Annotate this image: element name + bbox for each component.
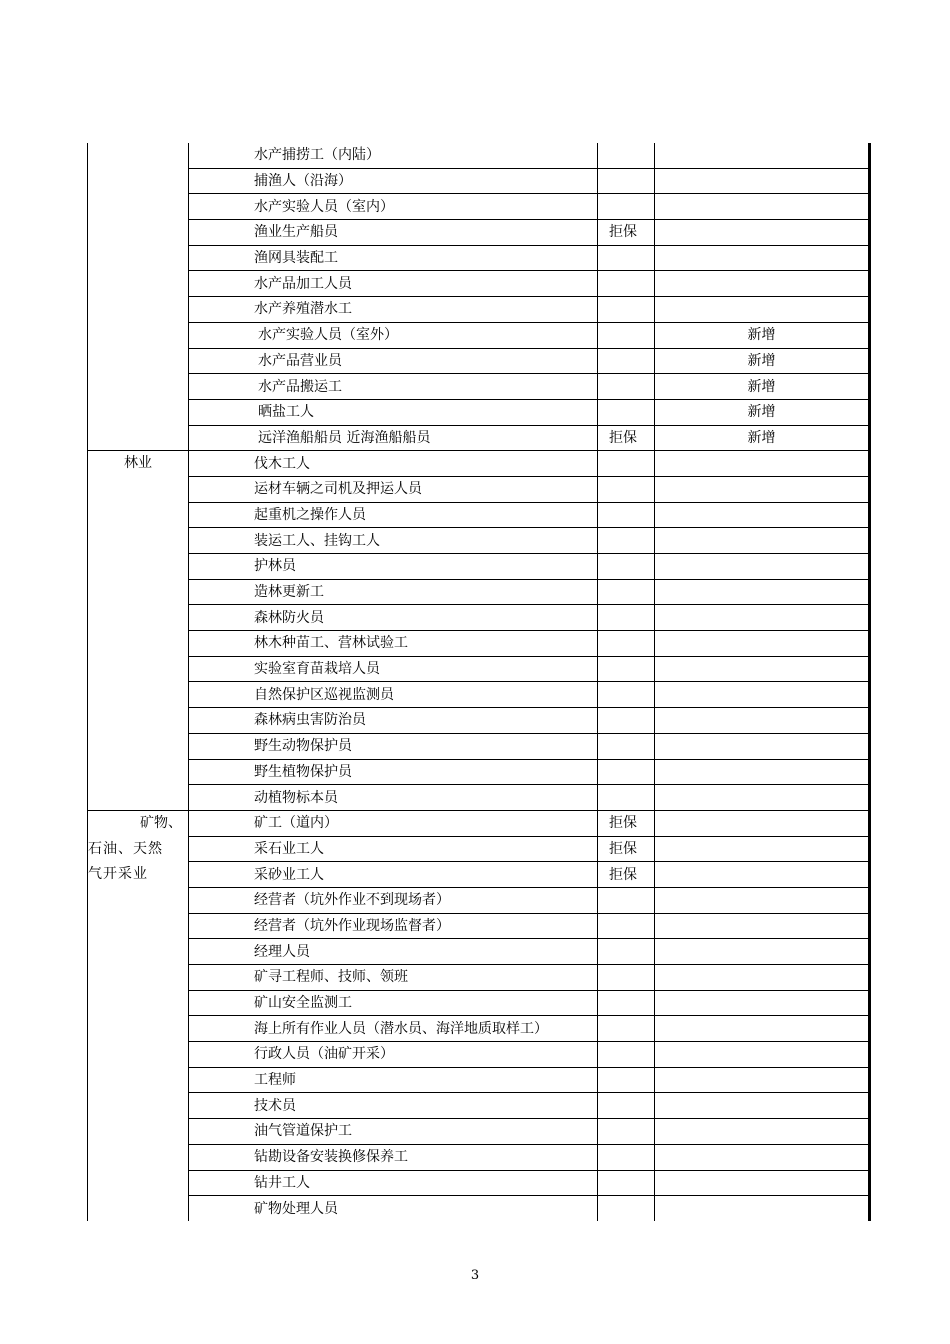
table-row — [88, 399, 870, 425]
table-row — [88, 1093, 870, 1119]
remark-cell — [655, 605, 870, 631]
note-cell — [598, 1042, 655, 1068]
remark-cell — [655, 528, 870, 554]
remark-cell — [655, 194, 870, 220]
remark-cell — [655, 887, 870, 913]
occupation-cell: 造林更新工 — [189, 579, 598, 605]
note-cell — [598, 451, 655, 477]
occupation-cell: 水产养殖潜水工 — [189, 297, 598, 323]
remark-cell — [655, 836, 870, 862]
note-cell: 拒保 — [598, 862, 655, 888]
note-cell — [598, 143, 655, 168]
note-cell — [598, 605, 655, 631]
remark-cell — [655, 1093, 870, 1119]
occupation-cell: 水产品搬运工 — [189, 374, 598, 400]
table-row — [88, 528, 870, 554]
table-row — [88, 1196, 870, 1221]
remark-cell: 新增 — [655, 322, 870, 348]
table-row — [88, 1170, 870, 1196]
note-cell — [598, 271, 655, 297]
note-cell — [598, 1170, 655, 1196]
occupation-cell: 森林病虫害防治员 — [189, 708, 598, 734]
occupation-cell: 工程师 — [189, 1067, 598, 1093]
remark-cell — [655, 271, 870, 297]
occupation-cell: 野生植物保护员 — [189, 759, 598, 785]
occupation-cell: 起重机之操作人员 — [189, 502, 598, 528]
occupation-cell: 技术员 — [189, 1093, 598, 1119]
table-row — [88, 631, 870, 657]
remark-cell — [655, 451, 870, 477]
occupation-cell: 经营者（坑外作业现场监督者） — [189, 913, 598, 939]
remark-cell — [655, 939, 870, 965]
remark-cell — [655, 220, 870, 246]
note-cell — [598, 965, 655, 991]
occupation-cell: 矿寻工程师、技师、领班 — [189, 965, 598, 991]
occupation-cell: 护林员 — [189, 554, 598, 580]
table-row — [88, 965, 870, 991]
remark-cell — [655, 1119, 870, 1145]
occupation-cell: 渔业生产船员 — [189, 220, 598, 246]
note-cell — [598, 322, 655, 348]
table-row — [88, 1067, 870, 1093]
category-cell-forestry: 林业 — [88, 451, 189, 811]
table-row — [88, 579, 870, 605]
remark-cell — [655, 168, 870, 194]
occupation-cell: 采石业工人 — [189, 836, 598, 862]
table-row — [88, 168, 870, 194]
table-row — [88, 297, 870, 323]
remark-cell — [655, 1067, 870, 1093]
note-cell — [598, 502, 655, 528]
remark-cell — [655, 1016, 870, 1042]
table-row — [88, 554, 870, 580]
occupation-cell: 油气管道保护工 — [189, 1119, 598, 1145]
note-cell — [598, 887, 655, 913]
table-row — [88, 605, 870, 631]
note-cell: 拒保 — [598, 220, 655, 246]
remark-cell — [655, 502, 870, 528]
note-cell — [598, 913, 655, 939]
occupation-cell: 海上所有作业人员（潜水员、海洋地质取样工） — [189, 1016, 598, 1042]
remark-cell — [655, 554, 870, 580]
table-row — [88, 322, 870, 348]
table-row — [88, 913, 870, 939]
occupation-cell: 经营者（坑外作业不到现场者） — [189, 887, 598, 913]
note-cell — [598, 399, 655, 425]
remark-cell — [655, 1196, 870, 1221]
occupation-cell: 采砂业工人 — [189, 862, 598, 888]
table-row — [88, 425, 870, 451]
remark-cell — [655, 476, 870, 502]
table-row — [88, 271, 870, 297]
note-cell: 拒保 — [598, 810, 655, 836]
occupation-cell: 钻勘设备安装换修保养工 — [189, 1144, 598, 1170]
occupation-cell: 水产实验人员（室外） — [189, 322, 598, 348]
note-cell — [598, 1016, 655, 1042]
remark-cell — [655, 579, 870, 605]
occupation-cell: 森林防火员 — [189, 605, 598, 631]
note-cell — [598, 245, 655, 271]
remark-cell — [655, 143, 870, 168]
occupation-cell: 实验室育苗栽培人员 — [189, 656, 598, 682]
table-row — [88, 887, 870, 913]
table-row — [88, 939, 870, 965]
page-number: 3 — [470, 1268, 480, 1283]
remark-cell — [655, 990, 870, 1016]
occupation-cell: 林木种苗工、营林试验工 — [189, 631, 598, 657]
note-cell — [598, 1067, 655, 1093]
remark-cell — [655, 682, 870, 708]
occupation-table-body — [88, 143, 870, 1221]
note-cell — [598, 1119, 655, 1145]
note-cell — [598, 554, 655, 580]
table-row — [88, 502, 870, 528]
remark-cell — [655, 656, 870, 682]
occupation-cell: 矿工（道内） — [189, 810, 598, 836]
occupation-cell: 远洋渔船船员 近海渔船船员 — [189, 425, 598, 451]
occupation-cell: 矿物处理人员 — [189, 1196, 598, 1221]
note-cell — [598, 194, 655, 220]
table-row — [88, 1016, 870, 1042]
note-cell: 拒保 — [598, 836, 655, 862]
occupation-cell: 捕渔人（沿海） — [189, 168, 598, 194]
occupation-cell: 渔网具装配工 — [189, 245, 598, 271]
occupation-cell: 装运工人、挂钩工人 — [189, 528, 598, 554]
occupation-cell: 动植物标本员 — [189, 785, 598, 811]
remark-cell — [655, 862, 870, 888]
occupation-cell: 钻井工人 — [189, 1170, 598, 1196]
table-row — [88, 759, 870, 785]
table-row — [88, 476, 870, 502]
occupation-cell: 伐木工人 — [189, 451, 598, 477]
table-row — [88, 708, 870, 734]
occupation-cell: 野生动物保护员 — [189, 733, 598, 759]
category-label-line1: 矿物、 — [140, 814, 182, 831]
note-cell — [598, 733, 655, 759]
table-row — [88, 451, 870, 477]
table-row — [88, 348, 870, 374]
note-cell — [598, 759, 655, 785]
remark-cell — [655, 1042, 870, 1068]
occupation-cell: 自然保护区巡视监测员 — [189, 682, 598, 708]
table-row — [88, 220, 870, 246]
note-cell — [598, 708, 655, 734]
table-row — [88, 1144, 870, 1170]
remark-cell: 新增 — [655, 399, 870, 425]
occupation-cell: 运材车辆之司机及押运人员 — [189, 476, 598, 502]
remark-cell — [655, 1144, 870, 1170]
occupation-cell: 行政人员（油矿开采） — [189, 1042, 598, 1068]
remark-cell — [655, 965, 870, 991]
table-row — [88, 733, 870, 759]
category-cell-mining — [88, 810, 189, 1221]
note-cell — [598, 939, 655, 965]
note-cell — [598, 348, 655, 374]
occupation-cell: 水产捕捞工（内陆） — [189, 143, 598, 168]
note-cell — [598, 682, 655, 708]
table-row — [88, 1042, 870, 1068]
occupation-cell: 经理人员 — [189, 939, 598, 965]
table-row — [88, 374, 870, 400]
table-row — [88, 785, 870, 811]
table-row — [88, 836, 870, 862]
remark-cell — [655, 759, 870, 785]
remark-cell — [655, 785, 870, 811]
table-row — [88, 682, 870, 708]
table-row — [88, 656, 870, 682]
category-cell-fishery — [88, 143, 189, 451]
note-cell: 拒保 — [598, 425, 655, 451]
note-cell — [598, 656, 655, 682]
note-cell — [598, 374, 655, 400]
remark-cell — [655, 810, 870, 836]
note-cell — [598, 1196, 655, 1221]
remark-cell — [655, 631, 870, 657]
remark-cell — [655, 245, 870, 271]
occupation-cell: 水产品加工人员 — [189, 271, 598, 297]
note-cell — [598, 1093, 655, 1119]
table-row — [88, 194, 870, 220]
occupation-cell: 晒盐工人 — [189, 399, 598, 425]
occupation-cell: 水产实验人员（室内） — [189, 194, 598, 220]
table-row — [88, 810, 870, 836]
remark-cell: 新增 — [655, 425, 870, 451]
note-cell — [598, 990, 655, 1016]
note-cell — [598, 785, 655, 811]
note-cell — [598, 631, 655, 657]
note-cell — [598, 297, 655, 323]
note-cell — [598, 1144, 655, 1170]
remark-cell: 新增 — [655, 374, 870, 400]
note-cell — [598, 528, 655, 554]
category-label-line3: 气开采业 — [88, 866, 148, 883]
table-row — [88, 143, 870, 168]
occupation-cell: 水产品营业员 — [189, 348, 598, 374]
remark-cell: 新增 — [655, 348, 870, 374]
category-label-line2: 石油、天然 — [88, 840, 163, 857]
remark-cell — [655, 913, 870, 939]
note-cell — [598, 579, 655, 605]
remark-cell — [655, 297, 870, 323]
table-row — [88, 990, 870, 1016]
occupation-table — [87, 143, 871, 1221]
note-cell — [598, 168, 655, 194]
note-cell — [598, 476, 655, 502]
remark-cell — [655, 733, 870, 759]
occupation-cell: 矿山安全监测工 — [189, 990, 598, 1016]
table-row — [88, 1119, 870, 1145]
table-row — [88, 245, 870, 271]
table-row — [88, 862, 870, 888]
remark-cell — [655, 1170, 870, 1196]
remark-cell — [655, 708, 870, 734]
